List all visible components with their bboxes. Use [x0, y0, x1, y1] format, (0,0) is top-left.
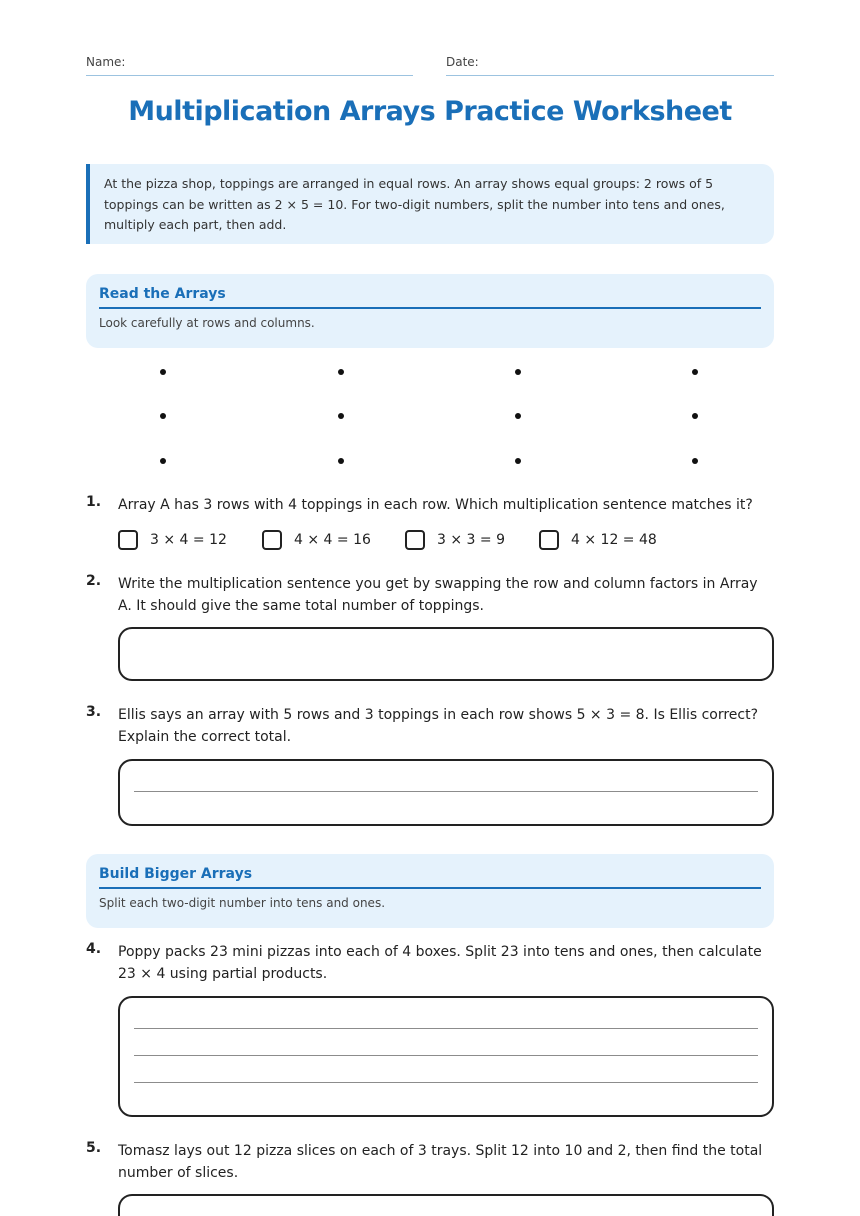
question-number: 3. — [86, 704, 102, 720]
answer-box[interactable] — [118, 759, 774, 826]
question-text: Array A has 3 rows with 4 toppings in each row. Which multiplication sentence matches it? — [118, 497, 753, 513]
writing-line — [134, 1082, 758, 1083]
question-text: Write the multiplication sentence you get by swapping the row and column factors in Array A. It should give the same total number of toppings. — [118, 576, 758, 614]
answer-box[interactable] — [118, 996, 774, 1117]
answer-option[interactable] — [539, 528, 657, 552]
question-number: 2. — [86, 573, 102, 589]
checkbox[interactable] — [262, 530, 282, 550]
option-label: 3 × 3 = 9 — [437, 532, 505, 548]
array-dot — [692, 458, 698, 464]
writing-line — [134, 791, 758, 792]
array-dot — [692, 413, 698, 419]
date-field[interactable]: Date: — [446, 54, 774, 76]
question-text: Poppy packs 23 mini pizzas into each of 4 boxes. Split 23 into tens and ones, then calculate 23 × 4 using partial products. — [118, 944, 762, 982]
question-number: 1. — [86, 494, 102, 510]
array-dot — [515, 369, 521, 375]
question-text: Ellis says an array with 5 rows and 3 toppings in each row shows 5 × 3 = 8. Is Ellis correct? Explain the correct total. — [118, 707, 759, 745]
worksheet-title: Multiplication Arrays Practice Worksheet — [128, 96, 732, 127]
array-dot — [515, 413, 521, 419]
answer-option[interactable] — [405, 528, 505, 552]
section-build-bigger-arrays — [86, 854, 774, 928]
question-number: 5. — [86, 1140, 102, 1156]
intro-callout: At the pizza shop, toppings are arranged in equal rows. An array shows equal groups: 2 rows of 5 toppings can be written as 2 × 5 = 10. For two-digit numbers, split the number into tens and ones, multiply each part, then add. — [86, 164, 774, 244]
name-field[interactable]: Name: — [86, 54, 413, 76]
answer-box[interactable] — [118, 1194, 774, 1216]
section-title: Read the Arrays — [99, 286, 761, 309]
option-label: 3 × 4 = 12 — [150, 532, 227, 548]
option-label: 4 × 12 = 48 — [571, 532, 657, 548]
answer-option[interactable] — [262, 528, 371, 552]
option-label: 4 × 4 = 16 — [294, 532, 371, 548]
array-dot — [515, 458, 521, 464]
section-subtitle: Split each two-digit number into tens and ones. — [99, 896, 386, 910]
question-text: Tomasz lays out 12 pizza slices on each of 3 trays. Split 12 into 10 and 2, then find the total number of slices. — [118, 1143, 763, 1181]
array-dot — [338, 413, 344, 419]
array-dot — [338, 458, 344, 464]
answer-option[interactable] — [118, 528, 227, 552]
writing-line — [134, 1055, 758, 1056]
section-title: Build Bigger Arrays — [99, 866, 761, 889]
checkbox[interactable] — [539, 530, 559, 550]
student-header — [86, 54, 774, 76]
array-dot — [692, 369, 698, 375]
array-dot — [160, 413, 166, 419]
array-dot — [338, 369, 344, 375]
section-subtitle: Look carefully at rows and columns. — [99, 316, 315, 330]
writing-line — [134, 1028, 758, 1029]
section-read-arrays — [86, 274, 774, 348]
answer-box[interactable] — [118, 627, 774, 681]
array-dot — [160, 458, 166, 464]
checkbox[interactable] — [118, 530, 138, 550]
array-dot — [160, 369, 166, 375]
checkbox[interactable] — [405, 530, 425, 550]
question-number: 4. — [86, 941, 102, 957]
